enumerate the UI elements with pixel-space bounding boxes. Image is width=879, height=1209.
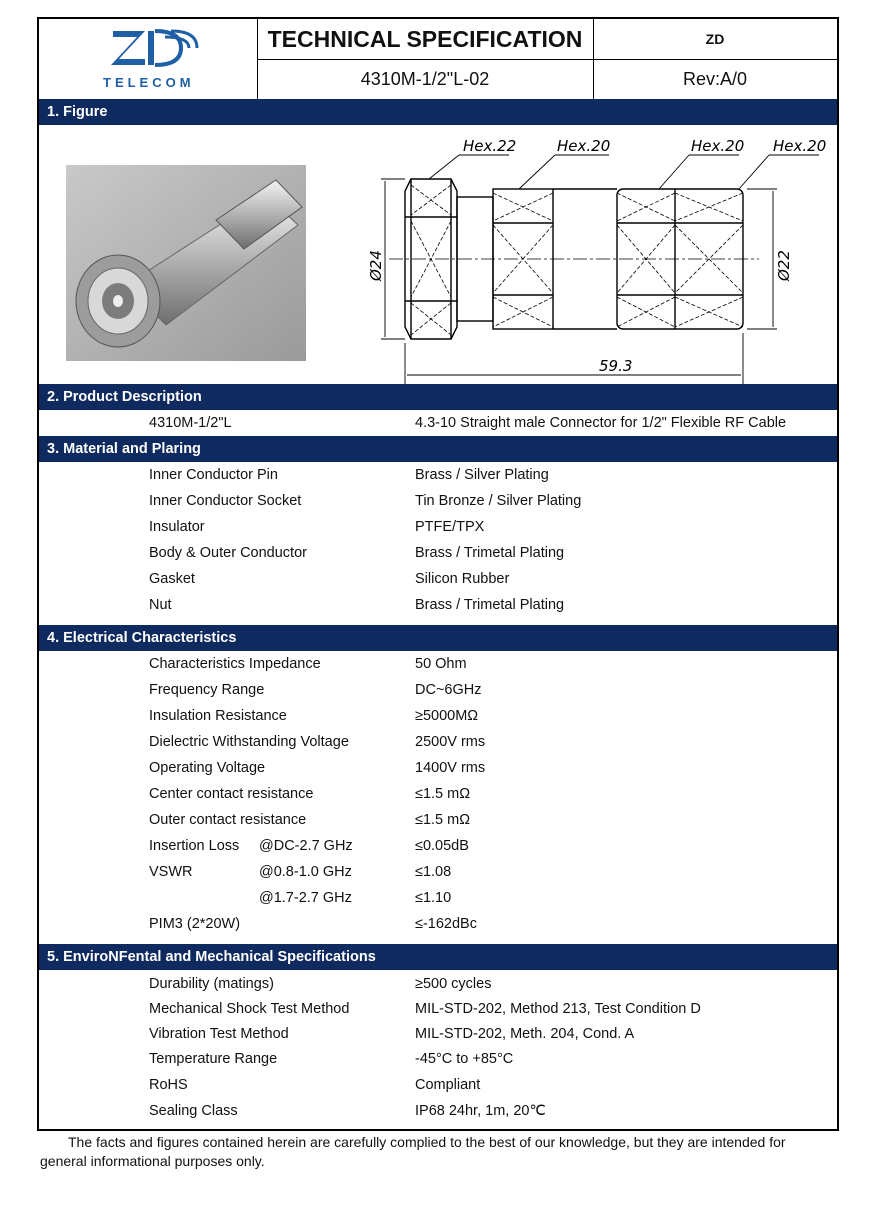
material-row <box>39 488 837 514</box>
section-material-header: 3. Material and Plaring <box>39 436 837 462</box>
footer-disclaimer <box>40 1133 840 1171</box>
spec-key: Dielectric Withstanding Voltage <box>149 734 349 750</box>
electrical-row <box>39 859 837 885</box>
product-row <box>39 410 837 436</box>
dia-left-label: Ø24 <box>367 250 385 281</box>
spec-key: Mechanical Shock Test Method <box>149 1001 350 1017</box>
spec-value: -45°C to +85°C <box>415 1051 514 1067</box>
spec-value: DC~6GHz <box>415 682 482 698</box>
footer-line-2: general informational purposes only. <box>40 1153 265 1169</box>
spec-key: Outer contact resistance <box>149 812 307 828</box>
document-title: TECHNICAL SPECIFICATION <box>257 19 594 60</box>
electrical-row <box>39 807 837 833</box>
electrical-row <box>39 911 837 937</box>
spec-value: MIL-STD-202, Meth. 204, Cond. A <box>415 1026 635 1042</box>
electrical-row <box>39 781 837 807</box>
material-row <box>39 514 837 540</box>
spec-value: 1400V rms <box>415 760 486 776</box>
environmental-row <box>39 1098 837 1124</box>
spec-key: RoHS <box>149 1077 188 1093</box>
electrical-row <box>39 677 837 703</box>
electrical-row <box>39 755 837 781</box>
electrical-row <box>39 703 837 729</box>
hex-label-4: Hex.20 <box>773 137 827 155</box>
spec-value: Brass / Trimetal Plating <box>415 545 565 561</box>
section-electrical-header: 4. Electrical Characteristics <box>39 625 837 651</box>
electrical-row <box>39 885 837 911</box>
spec-value: 50 Ohm <box>415 656 467 672</box>
company-code: ZD <box>593 19 837 60</box>
spec-value: ≤1.08 <box>415 864 452 880</box>
spec-key: Sealing Class <box>149 1103 238 1119</box>
hex-label-1: Hex.22 <box>463 137 517 155</box>
spec-value: PTFE/TPX <box>415 519 485 535</box>
spec-value: Compliant <box>415 1077 481 1093</box>
spec-value: Brass / Silver Plating <box>415 467 549 483</box>
spec-key: Vibration Test Method <box>149 1026 289 1042</box>
electrical-row <box>39 729 837 755</box>
section-product-header: 2. Product Description <box>39 384 837 410</box>
material-row <box>39 540 837 566</box>
electrical-row <box>39 651 837 677</box>
spec-value: ≤0.05dB <box>415 838 469 854</box>
spec-condition: @DC-2.7 GHz <box>259 838 353 854</box>
material-row <box>39 462 837 488</box>
section-figure-header: 1. Figure <box>39 99 837 125</box>
product-part: 4310M-1/2"L <box>149 415 232 431</box>
environmental-row <box>39 996 837 1022</box>
footer-line-1: The facts and figures contained herein are carefully complied to the best of our knowledge, but they are intended for <box>68 1134 786 1150</box>
spec-value: IP68 24hr, 1m, 20℃ <box>415 1103 546 1119</box>
revision: Rev:A/0 <box>682 68 748 89</box>
product-description: 4.3-10 Straight male Connector for 1/2" Flexible RF Cable <box>415 415 787 431</box>
spec-value: Tin Bronze / Silver Plating <box>415 493 582 509</box>
material-row <box>39 592 837 618</box>
spec-key: Characteristics Impedance <box>149 656 321 672</box>
electrical-row <box>39 833 837 859</box>
environmental-row <box>39 1021 837 1047</box>
spec-value: ≤-162dBc <box>415 916 477 932</box>
spec-key: Insulator <box>149 519 205 535</box>
length-label: 59.3 <box>599 357 633 375</box>
spec-key: VSWR <box>149 864 193 880</box>
hex-label-3: Hex.20 <box>691 137 745 155</box>
spec-key: Center contact resistance <box>149 786 314 802</box>
spec-key: Insertion Loss <box>149 838 240 854</box>
spec-key: Nut <box>149 597 172 613</box>
logo-text: TELECOM <box>103 75 195 90</box>
spec-key: Inner Conductor Socket <box>149 493 302 509</box>
connector-drawing <box>359 131 827 381</box>
spec-condition: @0.8-1.0 GHz <box>259 864 352 880</box>
spec-value: Silicon Rubber <box>415 571 510 587</box>
spec-value: Brass / Trimetal Plating <box>415 597 565 613</box>
spec-key: Body & Outer Conductor <box>149 545 307 561</box>
spec-key: Durability (matings) <box>149 976 274 992</box>
environmental-row <box>39 971 837 997</box>
spec-sheet <box>37 17 839 1131</box>
spec-value: ≥5000MΩ <box>415 708 479 724</box>
spec-key: Inner Conductor Pin <box>149 467 278 483</box>
spec-value: 2500V rms <box>415 734 486 750</box>
spec-key: Temperature Range <box>149 1051 278 1067</box>
spec-value: MIL-STD-202, Method 213, Test Condition D <box>415 1001 701 1017</box>
spec-condition: @1.7-2.7 GHz <box>259 890 352 906</box>
spec-key: Operating Voltage <box>149 760 266 776</box>
spec-key: Frequency Range <box>149 682 265 698</box>
hex-label-2: Hex.20 <box>557 137 611 155</box>
material-row <box>39 566 837 592</box>
spec-key: Gasket <box>149 571 195 587</box>
section-environmental-header: 5. EnviroNFental and Mechanical Specifications <box>39 944 837 970</box>
connector-photo <box>66 165 306 361</box>
spec-value: ≤1.5 mΩ <box>415 812 471 828</box>
spec-value: ≤1.10 <box>415 890 452 906</box>
spec-value: ≤1.5 mΩ <box>415 786 471 802</box>
spec-value: ≥500 cycles <box>415 976 492 992</box>
logo-cell <box>39 19 258 99</box>
environmental-row <box>39 1046 837 1072</box>
dia-right-label: Ø22 <box>775 250 793 281</box>
model-number: 4310M-1/2"L-02 <box>257 59 594 99</box>
header <box>39 19 837 99</box>
spec-key: PIM3 (2*20W) <box>149 916 241 932</box>
environmental-row <box>39 1072 837 1098</box>
spec-key: Insulation Resistance <box>149 708 287 724</box>
